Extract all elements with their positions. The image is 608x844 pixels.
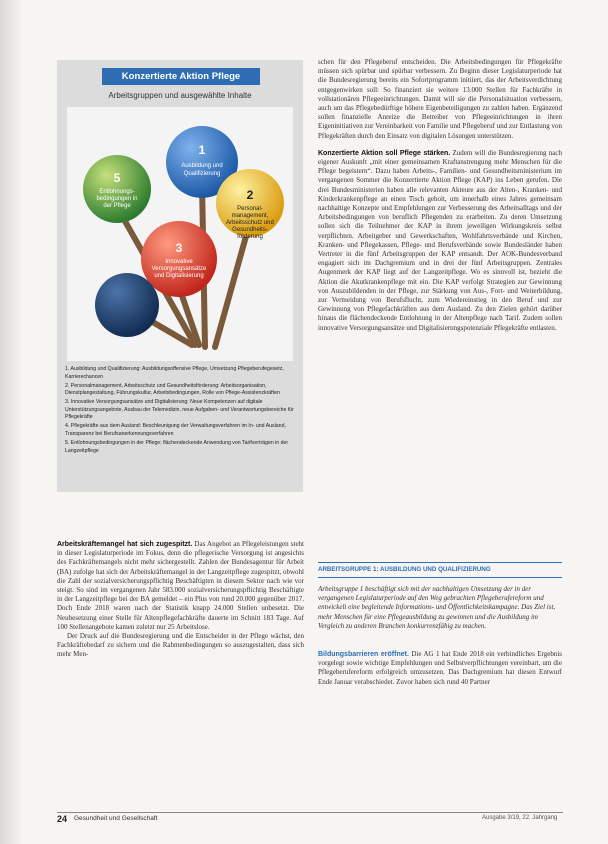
ball-5-label-c: der Pflege: [103, 203, 131, 209]
left-column-text: [57, 540, 304, 660]
ball-2-label-d: Gesundheits-: [232, 227, 268, 233]
footer-rule: [57, 812, 563, 813]
ball-4: [95, 273, 159, 337]
ag1-intro: Arbeitsgruppe 1 beschäftigt sich mit der nachhaltigen Umsetzung der in der vergangenen Legislaturperiode auf den Weg gebrachten Pflegeberufereform und entwickelt eine begleitende Informations- und Öffentlichkeitskampagne. Das Ziel ist, mehr Menschen für eine Pflegeausbildung zu gewinnen und die Ausbildung im Vergleich zu anderen Branchen konkurrenzfähig zu machen.: [318, 585, 556, 630]
left-paragraph-2: Der Druck auf die Bundesregierung und die Entscheider in der Pflege wächst, den Fachkräftebedarf zu sichern und die Rahmenbedingungen so auszugestalten, dass sich mehr Men-: [57, 632, 304, 659]
issue-info: Ausgabe 3/19, 22. Jahrgang: [482, 815, 558, 821]
ball-3-label-b: Versorgungsansätze: [151, 266, 207, 272]
ag1-body: [318, 650, 562, 687]
left-p1-text: Das Angebot an Pflegeleistungen steht in dieser Legislaturperiode im Fokus, denn die pflegerische Versorgung ist angesichts des Fachkräftemangels nicht mehr sichergestellt. Zahlen der Bundesagentur für Arbeit (BA) zufolge hat sich der Arbeitskräftemangel in der Langzeitpflege zugespitzt, obwohl die Zahl der sozialversicherungspflichtig Beschäftigten in diesem Sektor nach wie vor steigt. So sind im vergangenen Jahr 583.000 sozialversicherungspflichtig Beschäftigte in der Langzeitpflege bei der BA gemeldet – ein Plus von rund 20.000 gegenüber 2017. Doch Ende 2018 waren nach der Statistik knapp 24.000 Stellen unbesetzt. Die Neubesetzung einer Stelle für Altenpflegefachkräfte dauerte im Schnitt 183 Tage. Auf 100 Stellenangebote kamen zuletzt nur 25 Arbeitslose.: [57, 540, 304, 631]
legend-item-3: 3. Innovative Versorgungsansätze und Digitalisierung: Neue Kompetenzen auf digitale Unterstützungsangebote, Ausbau der Telemedizin, neue Aufgaben- und Verantwortungsbereiche für Pflegekräfte: [65, 399, 294, 421]
pin-balls-illustration: [67, 107, 293, 361]
right-paragraph-2: [318, 149, 562, 333]
ball-3-number: 3: [175, 241, 183, 255]
legend-item-1: 1. Ausbildung und Qualifizierung: Ausbildungsoffensive Pflege, Umsetzung Pflegeberufegesetz, Karrierechancen: [65, 366, 284, 380]
ag1-paragraph: Die AG 1 hat Ende 2018 ein verbindliches Ergebnis vorgelegt sowie wichtige Empfehlungen und Selbstverpflichtungen vereinbart, um die Pflegeberufereform erfolgreich umzusetzen. Das Dachgremium hat diesen Entwurf Ende Januar verabschiedet. Zuvor haben sich rund 40 Partner: [318, 650, 562, 686]
kap-infobox: [57, 60, 303, 492]
left-heading: Arbeitskräftemangel hat sich zugespitzt.: [57, 541, 193, 548]
right-heading-kap: Konzertierte Aktion soll Pflege stärken.: [318, 149, 451, 157]
legend-item-2: 2. Personalmanagement, Arbeitsschutz und Gesundheitsförderung: Arbeitsorganisation, Dienstplangestaltung, Führungskultur, Arbeitsbedingungen, Rolle von Pflege-Assistenzkräften: [65, 382, 280, 397]
ball-3-label-c: und Digitalisierung: [154, 273, 204, 279]
left-paragraph-1: [57, 540, 304, 632]
ball-2-label-a: Personal-: [237, 206, 263, 212]
ball-2-number: 2: [246, 188, 254, 202]
magazine-section: Gesundheit und Gesellschaft: [74, 815, 158, 822]
right-column-text: [318, 58, 562, 333]
ball-1-label-b: Qualifizierung: [183, 171, 221, 177]
ball-3-label-a: Innovative: [165, 259, 193, 265]
pins-graphic: [67, 107, 293, 361]
legend-item-5: 5. Entlohnungsbedingungen in der Pflege: flächendeckende Anwendung von Tarifverträgen in der Langzeitpflege: [65, 439, 289, 454]
infobox-legend: [65, 366, 297, 456]
ball-5-number: 5: [113, 171, 121, 185]
ball-1-label-a: Ausbildung und: [181, 163, 223, 169]
legend-item-4: 4. Pflegekräfte aus dem Ausland: Beschleunigung der Verwaltungsverfahren im In- und Ausland, Transparenz bei Berufsanerkennungsverfahren: [65, 423, 286, 437]
infobox-title: Konzertierte Aktion Pflege: [102, 68, 260, 85]
ag1-heading: ARBEITSGRUPPE 1: AUSBILDUNG UND QUALIFIZIERUNG: [318, 562, 562, 578]
page-number: 24: [57, 814, 68, 824]
right-p2-text: Zudem will die Bundesregierung nach eigener Auskunft „mit einer gemeinsamen Kraftanstrengung mehr Menschen für die Pflege begeistern“. Dazu haben Arbeits-, Familien- und Gesundheitsministerium im vergangenen Sommer die Konzertierte Aktion Pflege (KAP) ins Leben gerufen. Die drei Bundesministerien haben alle relevanten Akteure aus der Alten-, Kranken- und Kinderkrankenpflege an einen Tisch geholt, um innerhalb eines Jahres gemeinsam nachhaltige Konzepte und Empfehlungen zur Verbesserung des Arbeitsalltags und der Arbeitsbedingungen von beruflich Pflegenden zu erarbeiten. Zu deren Umsetzung sollen sich die Teilnehmer der KAP in ihrem jeweiligen Wirkungskreis selbst verpflichten. Arbeitgeber und Gewerkschaften, Wohlfahrtsverbände und Kirchen, Kranken- und Pflegekassen, Pflege- und Berufsverbände sowie Bundesländer haben Vertreter in die fünf Arbeitsgruppen der KAP entsandt. Der AOK-Bundesverband engagiert sich im Dachgremium und in drei der fünf Arbeitsgruppen. Zentrales Augenmerk der KAP liegt auf der Langzeitpflege. Wo es sinnvoll ist, bezieht die Aktion die Akutkrankenpflege mit ein. Die KAP verfolgt Strategien zur Gewinnung von Auszubildenden in der Pflege, zur Stärkung von Aus-, Fort- und Weiterbildung, zur Vermeidung von Berufsflucht, zum Wiedereinstieg in den Beruf und zur Gewinnung von Pflegefachkräften aus dem Ausland. Zu den Zielen gehört darüber hinaus die flächendeckende Entlohnung in der Altenpflege nach Tarif. Zudem sollen innovative Versorgungsansätze und Digitalisierungspotenziale Pflegekräfte entlasten.: [318, 148, 562, 332]
ball-5-label-b: bedingungen in: [96, 196, 138, 202]
ag1-subheading: Bildungsbarrieren eröffnet.: [318, 651, 409, 658]
ball-2-label-c: Arbeitsschutz und: [226, 220, 274, 226]
ball-2-label-e: förderung: [237, 234, 263, 240]
infobox-subtitle: Arbeitsgruppen und ausgewählte Inhalte: [108, 91, 252, 100]
page-gutter-shadow: [0, 0, 22, 844]
ball-5-label-a: Entlohnungs-: [99, 189, 135, 195]
right-paragraph-1: schen für den Pflegeberuf entscheiden. Die Arbeitsbedingungen für Pflegekräfte müssen sich spürbar und spürbar verbessern. Zu Beginn dieser Legislaturperiode hat die Bundesregierung bereits ein Sofortprogramm initiiert, das der Arbeitsverdichtung entgegenwirken soll: So finanziert sie weitere 13.000 Stellen für Fachkräfte in vollstationären Pflegeeinrichtungen. Damit will sie die Personalsituation verbessern, auch um das Pflegebedürftige höhere Eigenbeteiligungen zu zahlen haben. Ergänzend sollen finanzielle Anreize die Betreiber von Pflegeeinrichtungen in ihren Eigeninitiativen zur Vereinbarkeit von Familie und Pflegeberuf und zur Entlastung von Pflegekräften durch den Einsatz von digitalen Lösungen unterstützen.: [318, 58, 562, 140]
ball-1-number: 1: [198, 143, 206, 157]
ball-2-label-b: management,: [231, 213, 269, 219]
